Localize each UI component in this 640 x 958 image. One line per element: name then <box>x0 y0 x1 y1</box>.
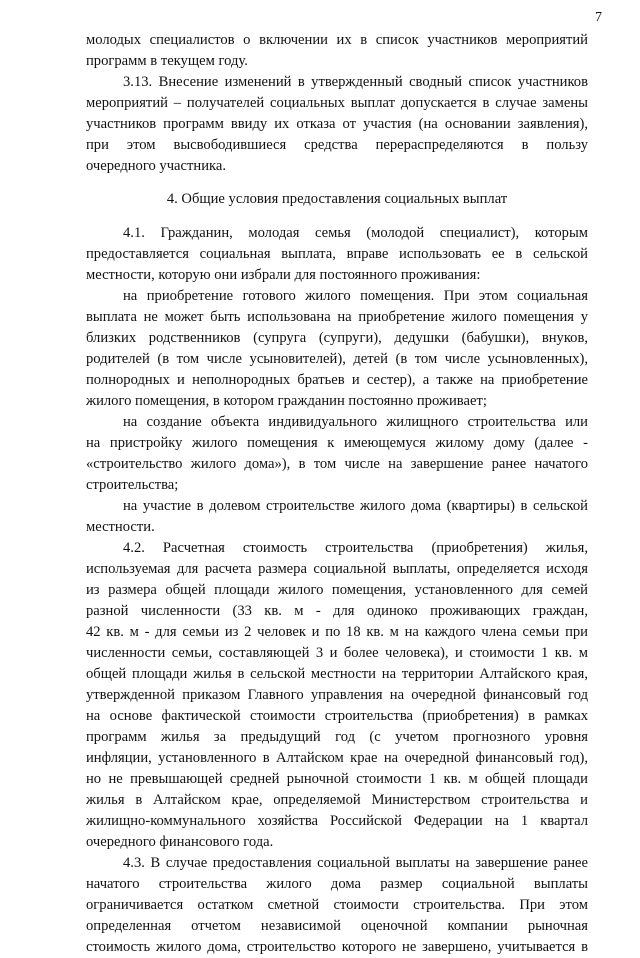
text-line: разной численности (33 кв. м - для одиноко проживающих граждан, <box>86 603 588 619</box>
text-line: 4.2. Расчетная стоимость строительства (приобретения) жилья, <box>123 540 588 556</box>
document-body <box>86 30 588 958</box>
text-line: жилья в Алтайском крае, определяемой Министерством строительства и <box>86 792 588 808</box>
text-line: на участие в долевом строительстве жилого дома (квартиры) в сельской <box>123 498 588 514</box>
page-number: 7 <box>595 10 602 25</box>
text-line: определенная отчетом независимой оценочной компании рыночная <box>86 918 588 934</box>
text-line: 4.1. Гражданин, молодая семья (молодой специалист), которым <box>123 225 588 241</box>
text-line: местности. <box>86 519 155 535</box>
text-line: используемая для расчета размера социальной выплаты, определяется исходя <box>86 561 588 577</box>
text-line: жилого помещения, в котором гражданин постоянно проживает; <box>86 393 487 409</box>
text-line: стоимость жилого дома, строительство которого не завершено, учитывается в <box>86 939 588 955</box>
text-line: местности, которую они избрали для постоянного проживания: <box>86 267 481 283</box>
text-line: численности семьи, составляющей 3 и более человека), и стоимости 1 кв. м <box>86 645 588 661</box>
text-line: начатого строительства жилого дома размер социальной выплаты <box>86 876 588 892</box>
text-line: очередного финансового года. <box>86 834 274 850</box>
text-line: предоставляется социальная выплата, вправе использовать ее в сельской <box>86 246 588 262</box>
text-line: на пристройку жилого помещения к имеющемуся жилому дому (далее - <box>86 435 588 451</box>
text-line: ограничивается остатком сметной стоимости строительства. При этом <box>86 897 588 913</box>
text-line: мероприятий – получателей социальных выплат допускается в случае замены <box>86 95 588 111</box>
text-line: при этом высвободившиеся средства перераспределяются в пользу <box>86 137 588 153</box>
text-line: из размера общей площади жилого помещения, установленного для семей <box>86 582 588 598</box>
text-line: «строительство жилого дома»), в том числе на завершение ранее начатого <box>86 456 588 472</box>
text-line: на создание объекта индивидуального жилищного строительства или <box>123 414 588 430</box>
text-line: близких родственников (супруга (супруги), дедушки (бабушки), внуков, <box>86 330 588 346</box>
text-line: родителей (в том числе усыновителей), детей (в том числе усыновленных), <box>86 351 588 367</box>
text-line: строительства; <box>86 477 179 493</box>
text-line: участников программ ввиду их отказа от участия (на основании заявления), <box>86 116 588 132</box>
section-heading: 4. Общие условия предоставления социальных выплат <box>166 191 508 207</box>
text-line: 4.3. В случае предоставления социальной выплаты на завершение ранее <box>123 855 588 871</box>
text-line: инфляции, установленного в Алтайском крае на очередной финансовый год), <box>86 750 588 766</box>
text-line: программ жилья за предыдущий год (с учетом прогнозного уровня <box>86 729 588 745</box>
text-line: 3.13. Внесение изменений в утвержденный сводный список участников <box>123 74 588 90</box>
text-line: молодых специалистов о включении их в список участников мероприятий <box>86 32 588 48</box>
text-line: полнородных и неполнородных братьев и сестер), а также на приобретение <box>86 372 588 388</box>
text-line: на основе фактической стоимости строительства (приобретения) в рамках <box>86 708 588 724</box>
text-line: 42 кв. м - для семьи из 2 человек и по 18 кв. м на каждого члена семьи при <box>86 624 588 640</box>
text-line: жилищно-коммунального хозяйства Российской Федерации на 1 квартал <box>86 813 588 829</box>
text-line: общей площади жилья в сельской местности на территории Алтайского края, <box>86 666 588 682</box>
text-line: программ в текущем году. <box>86 53 248 69</box>
text-line: очередного участника. <box>86 158 227 174</box>
text-line: выплата не может быть использована на приобретение жилого помещения у <box>86 309 588 325</box>
text-line: утвержденной приказом Главного управления на очередной финансовый год <box>86 687 588 703</box>
text-line: на приобретение готового жилого помещения. При этом социальная <box>123 288 588 304</box>
text-line: но не превышающей средней рыночной стоимости 1 кв. м общей площади <box>86 771 588 787</box>
